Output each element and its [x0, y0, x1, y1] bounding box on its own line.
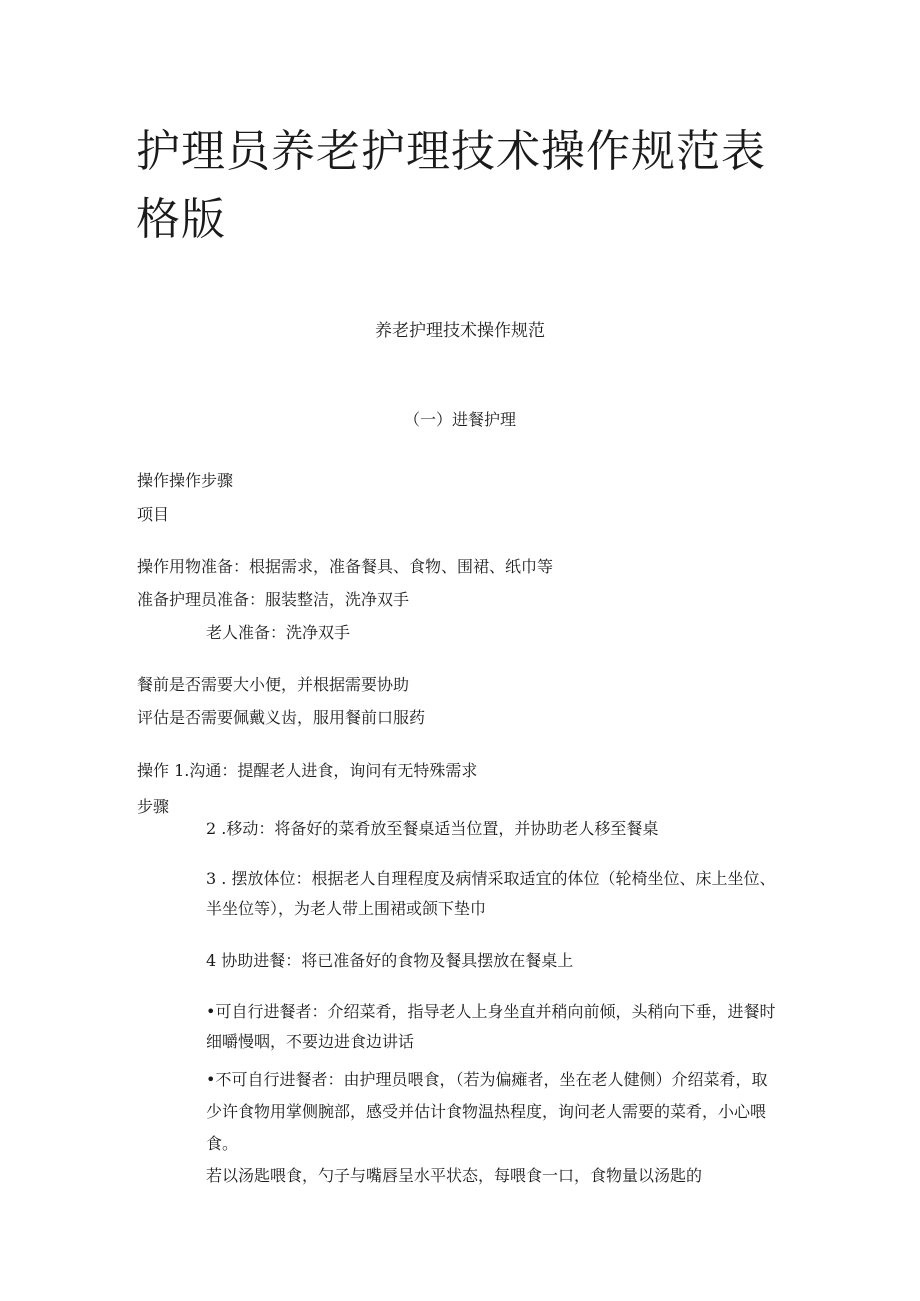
table-header-col2: 项目 — [137, 505, 170, 524]
assess-line-denture: 评估是否需要佩戴义齿，服用餐前口服药 — [137, 708, 426, 727]
step-1-communicate: 操作 1.沟通：提醒老人进食，询问有无特殊需求 — [137, 761, 478, 780]
step-4-assist-eating: 4 协助进餐：将已准备好的食物及餐具摆放在餐桌上 — [206, 951, 574, 970]
prep-line-caregiver: 准备护理员准备：服装整洁，洗净双手 — [137, 590, 410, 609]
step-3-position: 3 . 摆放体位：根据老人自理程度及病情采取适宜的体位（轮椅坐位、床上坐位、半坐位等），为老人带上围裙或颌下垫巾 — [206, 869, 776, 918]
prep-line-supplies: 操作用物准备：根据需求，准备餐具、食物、围裙、纸巾等 — [137, 557, 554, 576]
document-title: 护理员养老护理技术操作规范表格版 — [136, 126, 766, 245]
self-feeding-note: •可自行进餐者：介绍菜肴，指导老人上身坐直并稍向前倾，头稍向下垂，进餐时细嚼慢咽，不要边进食边讲话 — [206, 1002, 776, 1051]
document-subtitle: 养老护理技术操作规范 — [375, 321, 545, 341]
spoon-feeding-note: 若以汤匙喂食，勺子与嘴唇呈水平状态，每喂食一口，食物量以汤匙的 — [206, 1166, 703, 1185]
assess-line-toilet: 餐前是否需要大小便，并根据需要协助 — [137, 675, 410, 694]
table-header-col1: 操作操作步骤 — [137, 471, 234, 490]
assisted-feeding-note: •不可自行进餐者：由护理员喂食，（若为偏瘫者，坐在老人健侧）介绍菜肴，取少许食物用掌侧腕部，感受并估计食物温热程度，询问老人需要的菜肴，小心喂食。 — [206, 1070, 768, 1153]
step-2-move: 2 .移动：将备好的菜肴放至餐桌适当位置，并协助老人移至餐桌 — [206, 819, 659, 838]
section-heading: （一）进餐护理 — [403, 410, 516, 429]
step-label: 步骤 — [137, 797, 170, 816]
prep-line-elder: 老人准备：洗净双手 — [206, 623, 351, 642]
